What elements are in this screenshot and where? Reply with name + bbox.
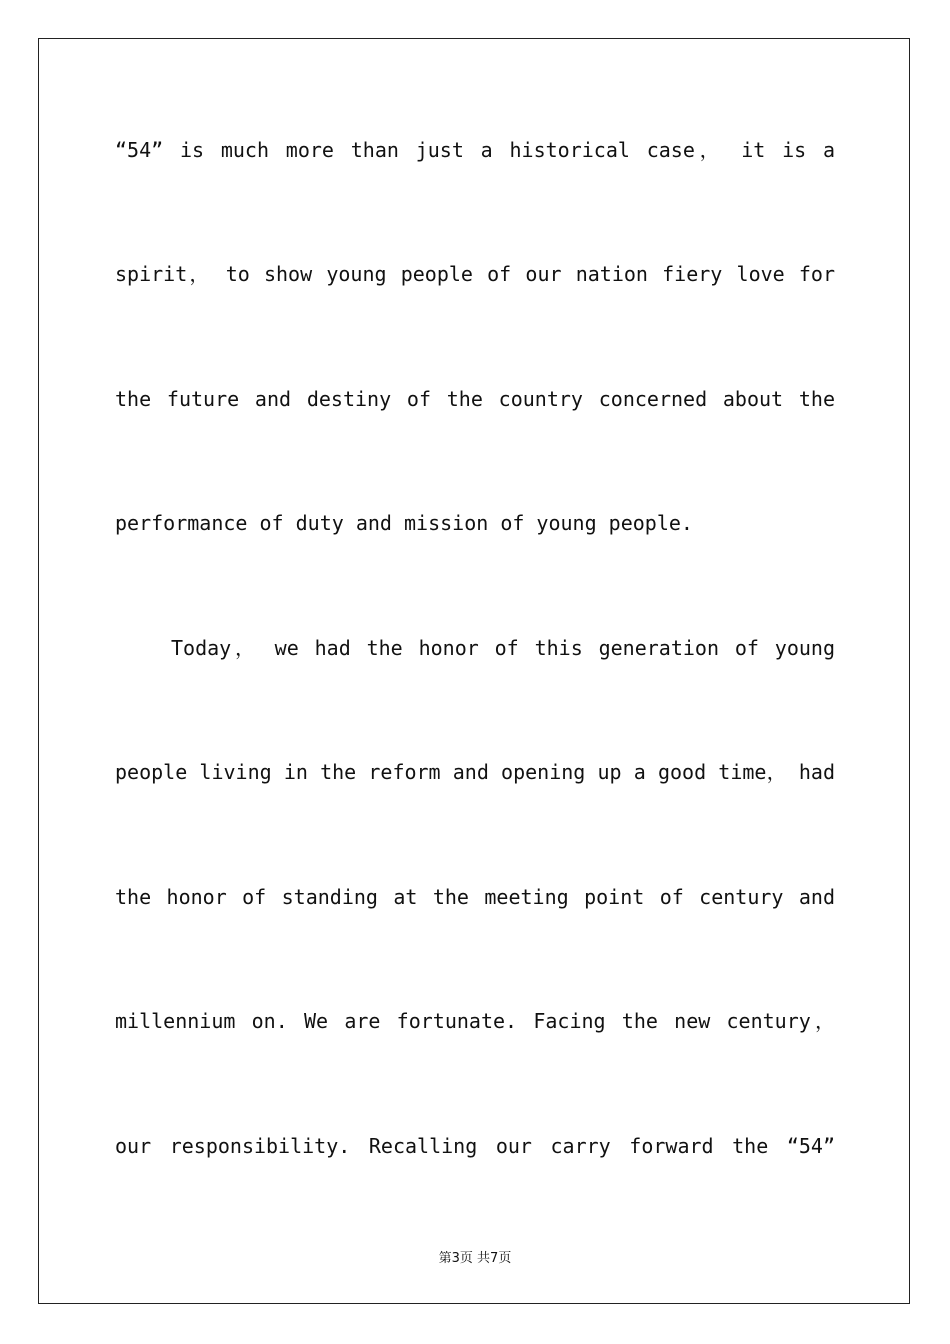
paragraph-first-line: Today， we had the honor of this generation of young [171, 636, 835, 660]
text-line: “54” is much more than just a historical case， it is a [115, 138, 835, 162]
text-line: performance of duty and mission of young people. [115, 511, 693, 535]
text-line: the future and destiny of the country concerned about the [115, 387, 835, 411]
text-line: our responsibility. Recalling our carry forward the “54” [115, 1134, 835, 1158]
text-line: the honor of standing at the meeting point of century and [115, 885, 835, 909]
text-line: millennium on. We are fortunate. Facing the new century， [115, 1009, 835, 1033]
page-number: 第3页 共7页 [438, 1251, 512, 1266]
page-border [38, 38, 910, 1304]
text-line: spirit， to show young people of our nation fiery love for [115, 262, 835, 286]
text-line: people living in the reform and opening up a good time， had [115, 760, 835, 784]
